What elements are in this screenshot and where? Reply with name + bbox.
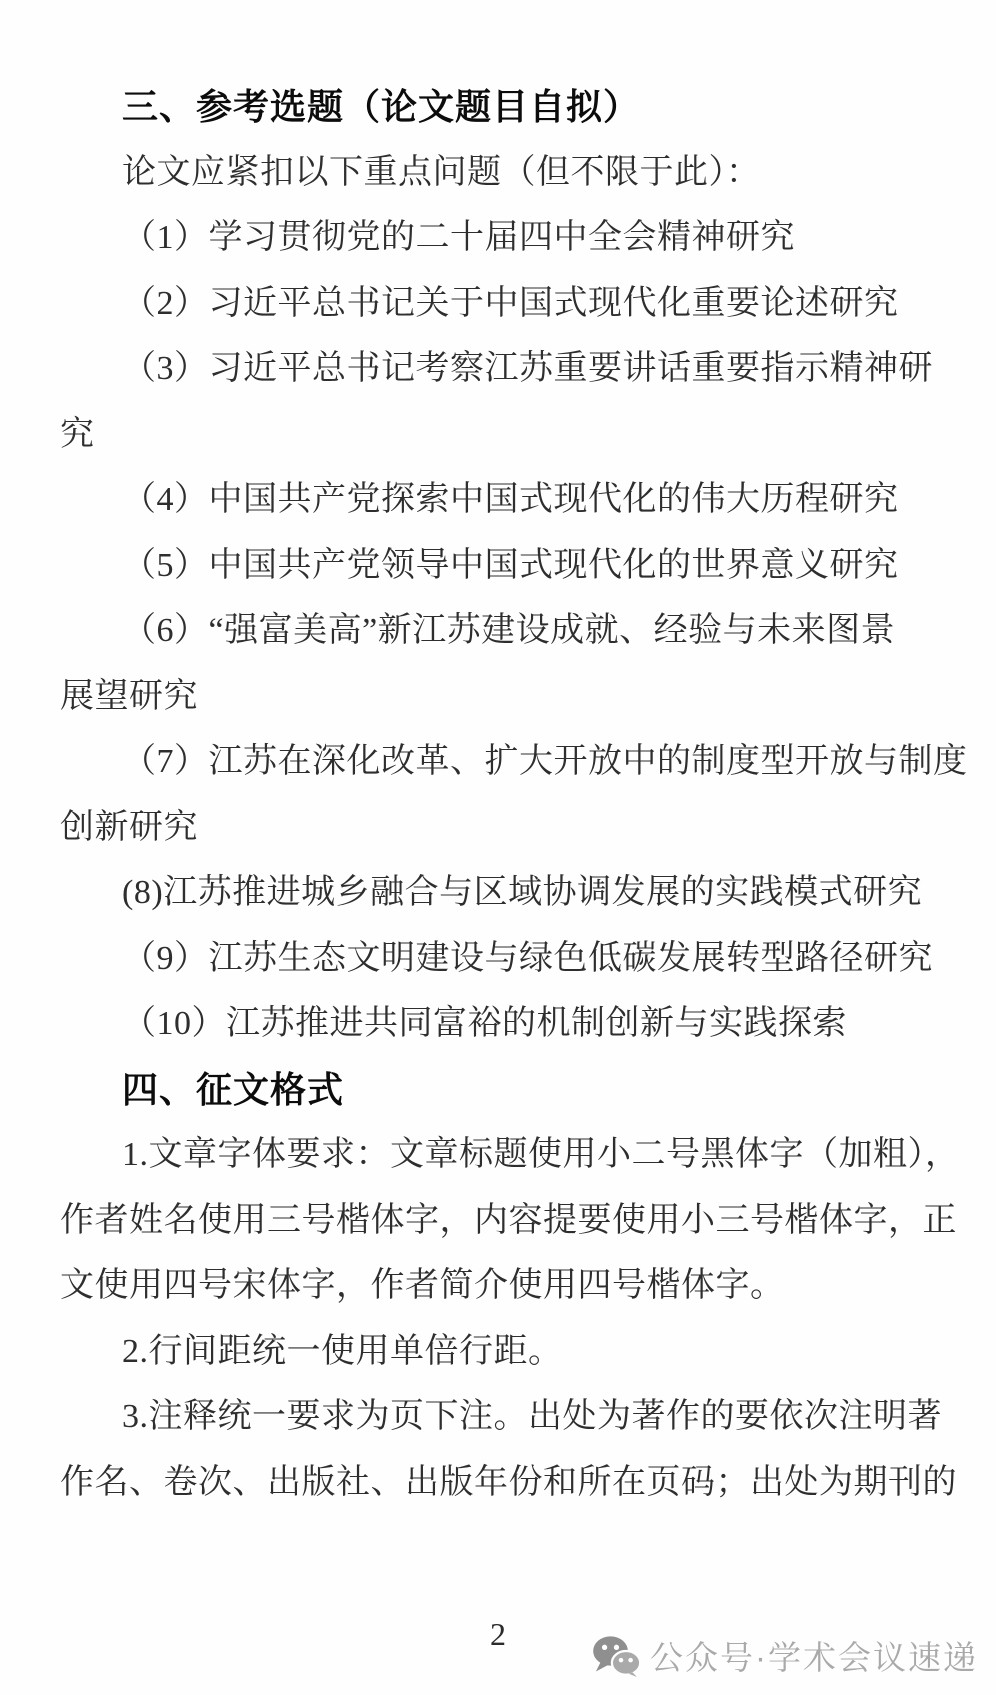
- text-line: （6）“强富美高”新江苏建设成就、经验与未来图景: [122, 612, 896, 649]
- text-line: (8)江苏推进城乡融合与区域协调发展的实践模式研究: [122, 874, 923, 911]
- text-line: 作名、卷次、出版社、出版年份和所在页码；出处为期刊的: [60, 1463, 957, 1501]
- text-line: （7）江苏在深化改革、扩大开放中的制度型开放与制度: [122, 743, 968, 780]
- text-line: （9）江苏生态文明建设与绿色低碳发展转型路径研究: [122, 939, 933, 977]
- text-line: 展望研究: [60, 677, 198, 715]
- text-line: 1.文章字体要求：文章标题使用小二号黑体字（加粗），: [122, 1136, 960, 1173]
- text-line: 文使用四号宋体字，作者简介使用四号楷体字。: [60, 1267, 785, 1304]
- document-lines: [60, 74, 968, 1515]
- page-number: 2: [490, 1616, 506, 1652]
- text-line: 创新研究: [60, 808, 198, 846]
- text-line: 作者姓名使用三号楷体字，内容提要使用小三号楷体字，正: [60, 1201, 957, 1239]
- text-line: 2.行间距统一使用单倍行距。: [122, 1332, 563, 1370]
- text-line: （4）中国共产党探索中国式现代化的伟大历程研究: [122, 481, 899, 518]
- text-line: （5）中国共产党领导中国式现代化的世界意义研究: [122, 546, 899, 584]
- page-footer: [0, 1608, 996, 1678]
- section-heading: 四、征文格式: [122, 1068, 345, 1110]
- text-line: 论文应紧扣以下重点问题（但不限于此）：: [122, 153, 761, 191]
- text-line: （3）习近平总书记考察江苏重要讲话重要指示精神研: [122, 350, 933, 387]
- wechat-watermark: [592, 1632, 978, 1679]
- text-line: （1）学习贯彻党的二十届四中全会精神研究: [122, 219, 795, 256]
- wechat-icon: [592, 1635, 640, 1677]
- section-heading: 三、参考选题（论文题目自拟）: [122, 86, 641, 127]
- text-line: 3.注释统一要求为页下注。出处为著作的要依次注明著: [122, 1398, 942, 1435]
- text-line: （10）江苏推进共同富裕的机制创新与实践探索: [122, 1005, 847, 1042]
- text-line: （2）习近平总书记关于中国式现代化重要论述研究: [122, 284, 899, 322]
- watermark-text: 公众号·学术会议速递: [650, 1639, 978, 1676]
- text-line: 究: [60, 415, 95, 453]
